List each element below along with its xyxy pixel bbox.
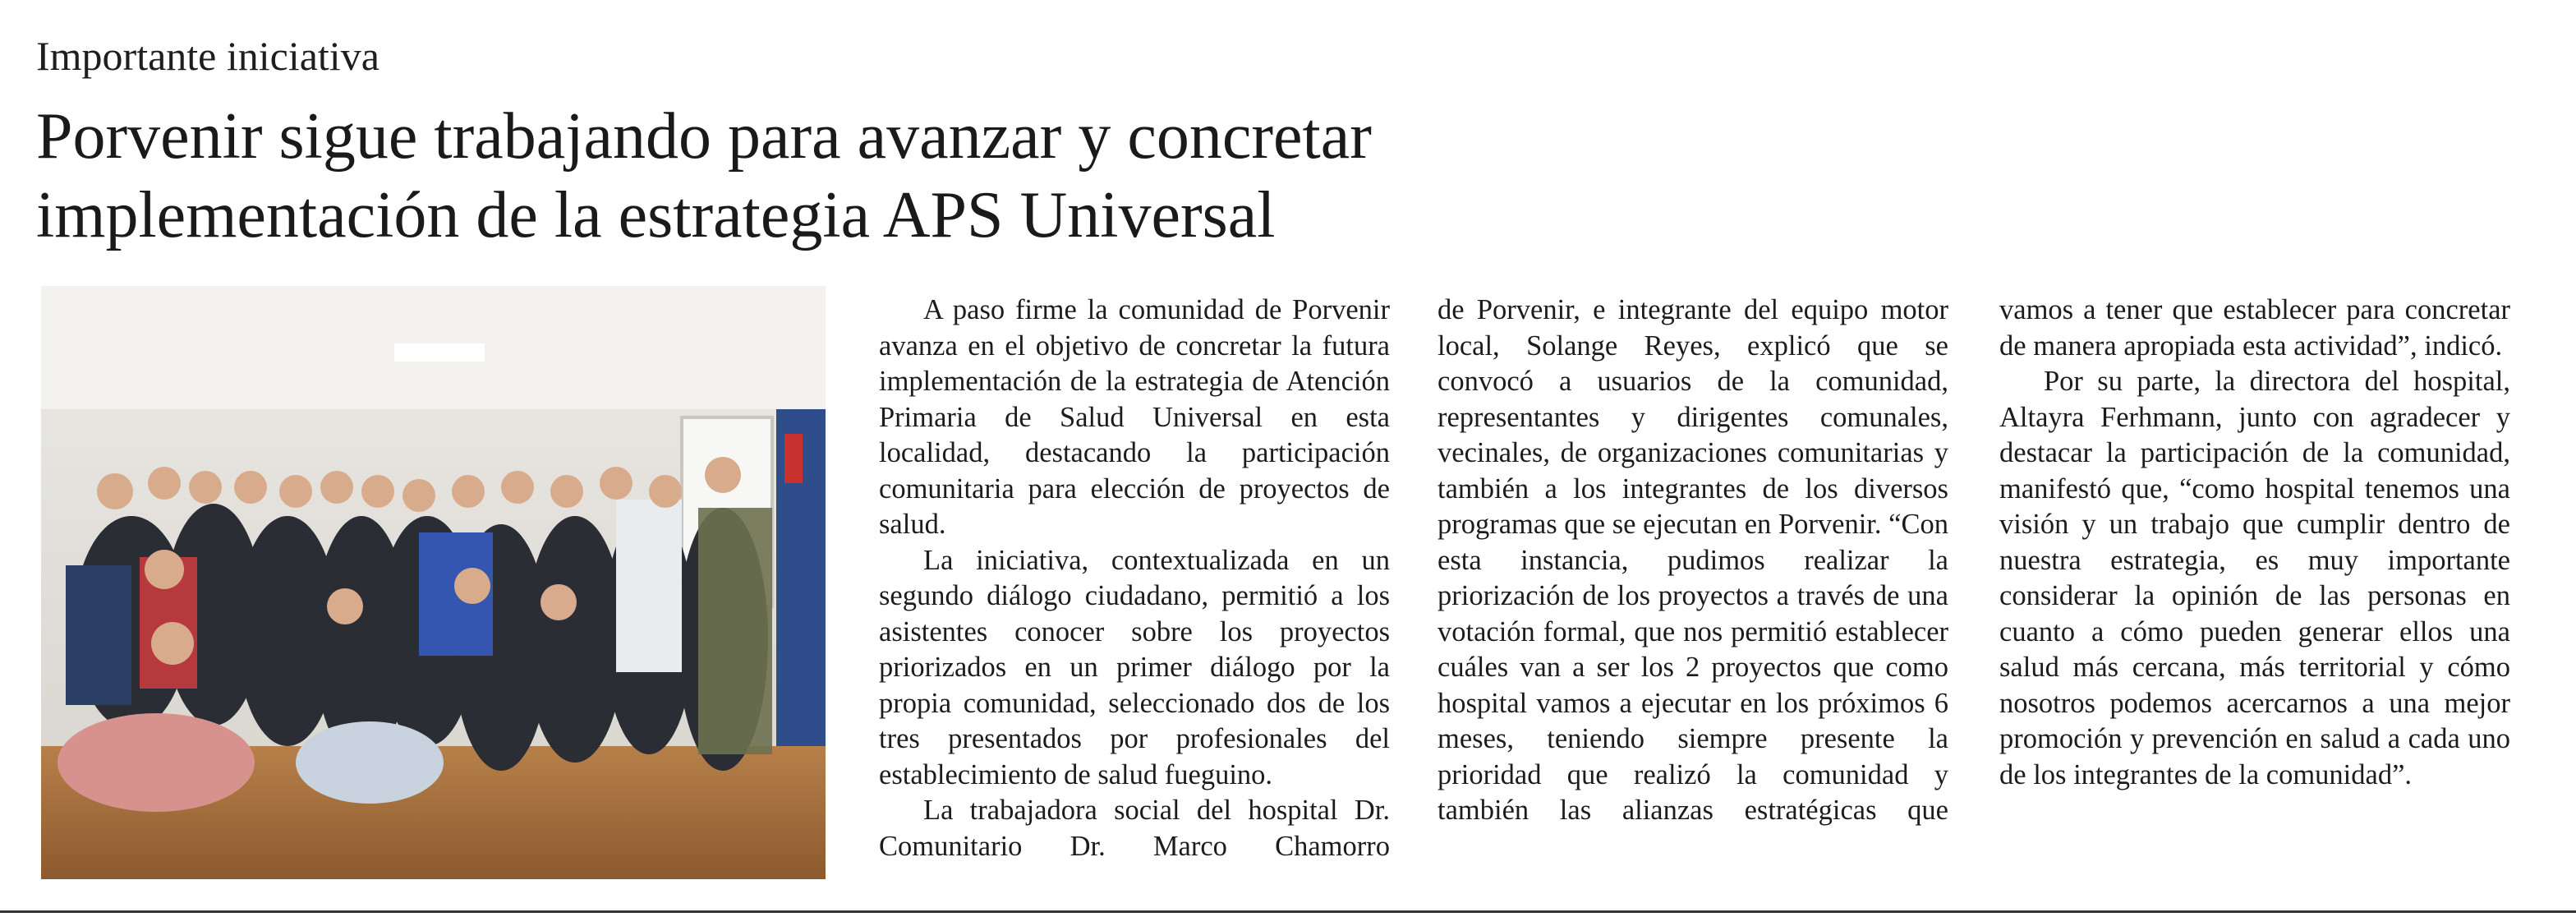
article-headline bbox=[36, 97, 1597, 255]
article-column-1 bbox=[879, 293, 1390, 864]
article-column-2 bbox=[1438, 293, 1948, 829]
col1-paragraph-1: A paso firme la comunidad de Porvenir avanza en el objetivo de concretar la futura implementación de la estrategia de Atención Primaria de Salud Universal en esta localidad, destacando la participación comunitaria para elección de proyectos de salud. bbox=[879, 294, 1390, 540]
group-photo bbox=[41, 286, 826, 879]
bottom-divider bbox=[0, 910, 2576, 913]
group-photo-icon bbox=[41, 286, 826, 879]
col3-paragraph-2: Por su parte, la directora del hospital, Altayra Ferhmann, junto con agradecer y destacar la participación de la comunidad, manifestó que, “como hospital tenemos una visión y un trabajo que cumplir dentro de nuestra estrategia, es muy importante considerar la opinión de las personas en cuanto a cómo pueden generar ellos una salud más cercana, más territorial y cómo nosotros podemos acercarnos a una mejor promoción y prevención en salud a cada uno de los integrantes de la comunidad”. bbox=[1999, 366, 2510, 790]
col3-paragraph-1: vamos a tener que establecer para concretar de manera apropiada esta actividad”, indicó. bbox=[1999, 294, 2510, 362]
col2-paragraph-1: de Porvenir, e integrante del equipo motor local, Solange Reyes, explicó que se convocó a usuarios de la comunidad, representantes y dirigentes comunales, vecinales, de organizaciones comunitarias y también a los integrantes de los diversos programas que se ejecutan en Porvenir. “Con esta instancia, pudimos realizar la priorización de los proyectos a través de una votación formal, que nos permitió establecer cuáles van a ser los 2 proyectos que como hospital vamos a ejecutar en los próximos 6 meses, teniendo siempre presente la prioridad que realizó la comunidad y también las alianzas estratégicas que bbox=[1438, 294, 1948, 826]
headline-line-2: implementación de la estrategia APS Universal bbox=[36, 179, 1276, 251]
col1-paragraph-3: La trabajadora social del hospital Dr. Comunitario Dr. Marco Chamorro bbox=[879, 795, 1390, 862]
article-kicker: Importante iniciativa bbox=[36, 33, 380, 79]
headline-line-1: Porvenir sigue trabajando para avanzar y concretar bbox=[36, 100, 1372, 173]
col1-paragraph-2: La iniciativa, contextualizada en un segundo diálogo ciudadano, permitió a los asistentes conocer sobre los proyectos priorizados en un primer diálogo por la propia comunidad, seleccionado dos de los tres presentados por profesionales del establecimiento de salud fueguino. bbox=[879, 544, 1390, 790]
article-column-3 bbox=[1999, 293, 2510, 793]
